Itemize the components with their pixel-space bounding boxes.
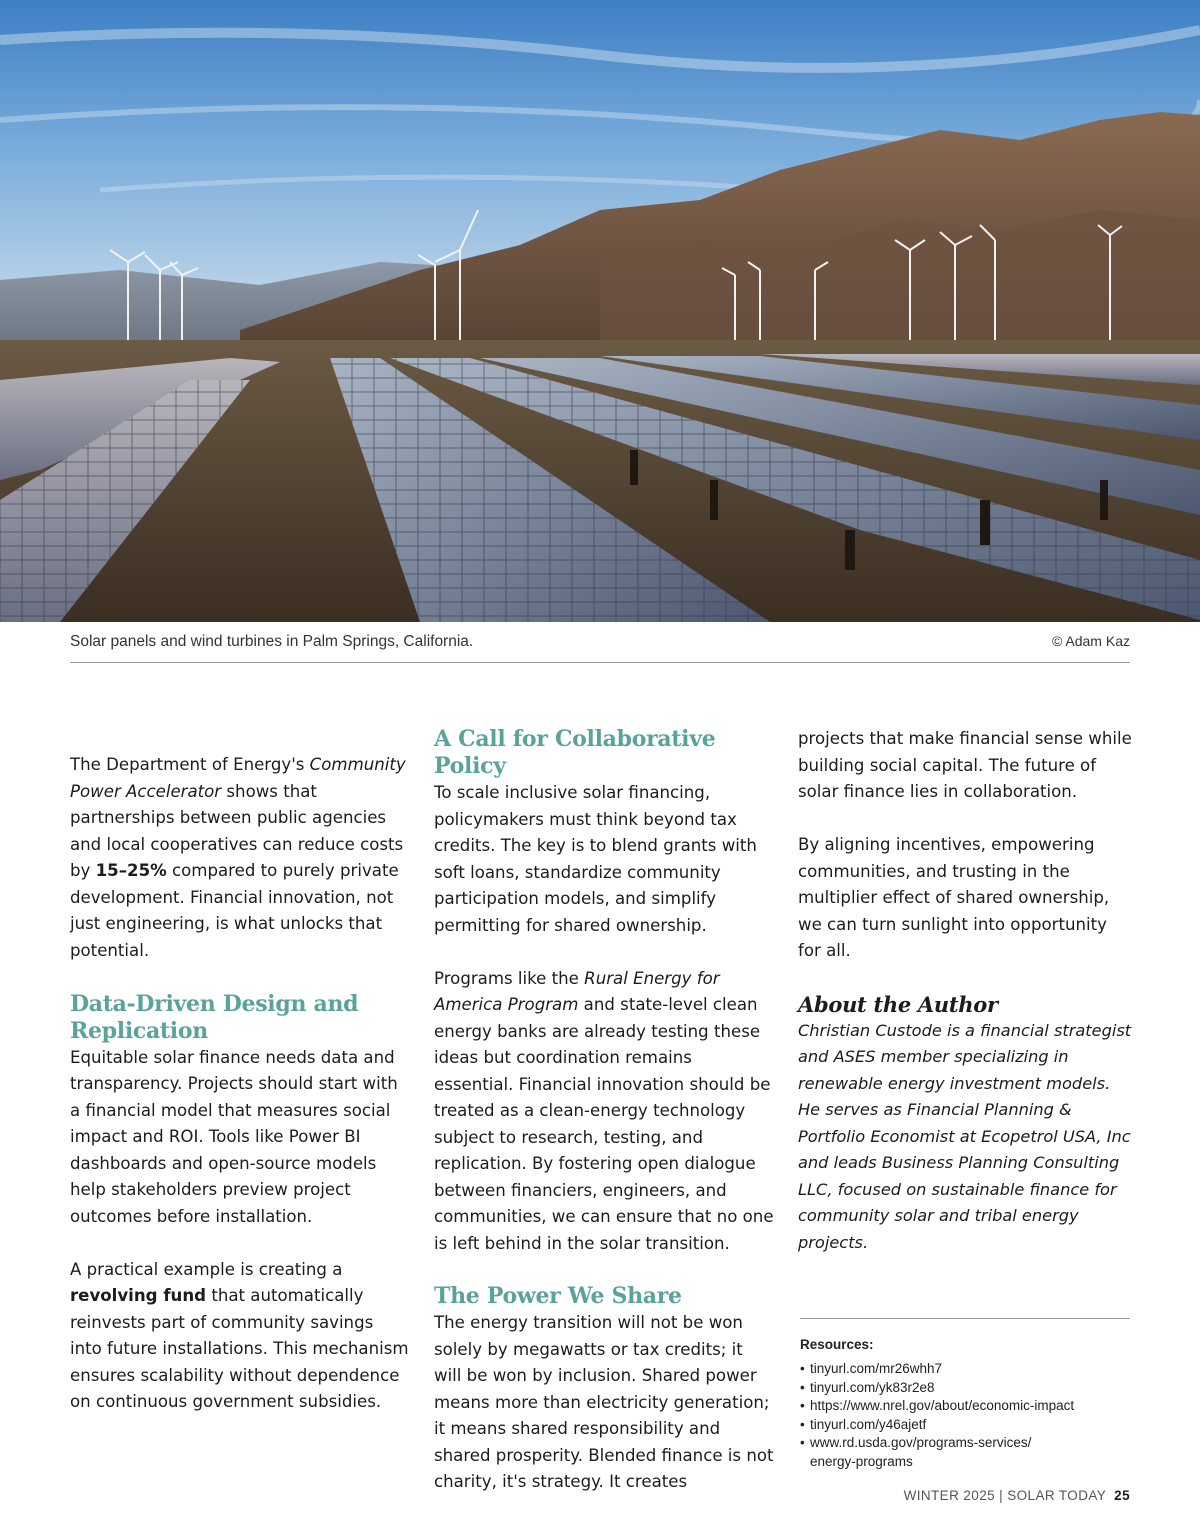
power-we-share-paragraph: The energy transition will not be won solely by megawatts or tax credits; it will be won by inclusion. Shared power means more than electricity generation; it means shared responsibility and shared prosperity. Blended finance is not charity, it's strategy. It creates — [434, 1313, 774, 1491]
revolving-fund-paragraph: A practical example is creating a revolving fund that automatically reinvests part of community savings into future installations. This mechanism ensures scalability without dependence on continuous government subsidies. — [70, 1259, 409, 1411]
issue-label: WINTER 2025 | SOLAR TODAY — [903, 1488, 1107, 1503]
continuation-paragraph: projects that make financial sense while building social capital. The future of solar finance lies in collaboration. — [798, 729, 1132, 801]
column-2 — [434, 726, 774, 1496]
program-name: Community Power Accelerator — [70, 755, 406, 801]
closing-paragraph: By aligning incentives, empowering communities, and trusting in the multiplier effect of shared ownership, we can turn sunlight into opportunity for all. — [798, 835, 1110, 960]
resource-link[interactable]: • https://www.nrel.gov/about/economic-impact — [800, 1397, 1130, 1416]
cost-reduction-figure: 15–25% — [95, 861, 167, 880]
page-footer — [904, 1488, 1130, 1503]
page-number: 25 — [1114, 1488, 1130, 1503]
photo-caption-bar — [70, 633, 1130, 663]
resource-link[interactable]: • tinyurl.com/y46ajetf — [800, 1416, 1130, 1435]
section-heading-collaborative-policy: A Call for Collaborative Policy — [434, 726, 716, 779]
program-name-rural: Rural Energy for America Program — [434, 968, 720, 1014]
photo-caption: Solar panels and wind turbines in Palm Springs, California. — [70, 633, 474, 650]
resource-link[interactable]: • tinyurl.com/mr26whh7 — [800, 1360, 1130, 1379]
about-author-heading: About the Author — [798, 991, 998, 1017]
data-driven-paragraph: Equitable solar finance needs data and transparency. Projects should start with a financial model that measures social impact and ROI. Tools like Power BI dashboards and open-source models help stakeholders preview project outcomes before installation. — [70, 1047, 398, 1226]
intro-paragraph: The Department of Energy's Community Power Accelerator shows that partnerships between public agencies and local cooperatives can reduce costs by 15–25% compared to purely private development. Financial innovation, not just engineering, is what unlocks that potential. — [70, 755, 406, 960]
column-3 — [798, 726, 1133, 1256]
column-1 — [70, 752, 410, 1416]
hero-photo — [0, 0, 1200, 622]
policy-paragraph: To scale inclusive solar financing, policymakers must think beyond tax credits. The key is to blend grants with soft loans, standardize community participation models, and simplify permitting for shared ownership. — [434, 783, 757, 935]
photo-credit: © Adam Kaz — [1051, 633, 1130, 649]
resources-list — [800, 1360, 1130, 1471]
resource-link[interactable]: • www.rd.usda.gov/programs-services/ energy-programs — [800, 1434, 1060, 1471]
section-heading-power-we-share: The Power We Share — [434, 1283, 682, 1309]
resources-box — [800, 1318, 1130, 1471]
programs-paragraph: Programs like the Rural Energy for America Program and state-level clean energy banks are already testing these ideas but coordination remains essential. Financial innovation should be treated as a clean-energy technology subject to research, testing, and replication. By fostering open dialogue between financiers, engineers, and communities, we can ensure that no one is left behind in the solar transition. — [434, 968, 774, 1253]
resource-link[interactable]: • tinyurl.com/yk83r2e8 — [800, 1379, 1130, 1398]
solar-farm-photo — [0, 0, 1200, 622]
author-bio: Christian Custode is a financial strategist and ASES member specializing in renewable energy investment models. He serves as Financial Planning & Portfolio Economist at Ecopetrol USA, Inc and leads Business Planning Consulting LLC, focused on sustainable finance for community solar and tribal energy projects. — [798, 1020, 1132, 1252]
resources-title: Resources: — [800, 1337, 874, 1352]
section-heading-data-driven: Data-Driven Design and Replication — [70, 990, 359, 1044]
revolving-fund-term: revolving fund — [70, 1286, 207, 1305]
